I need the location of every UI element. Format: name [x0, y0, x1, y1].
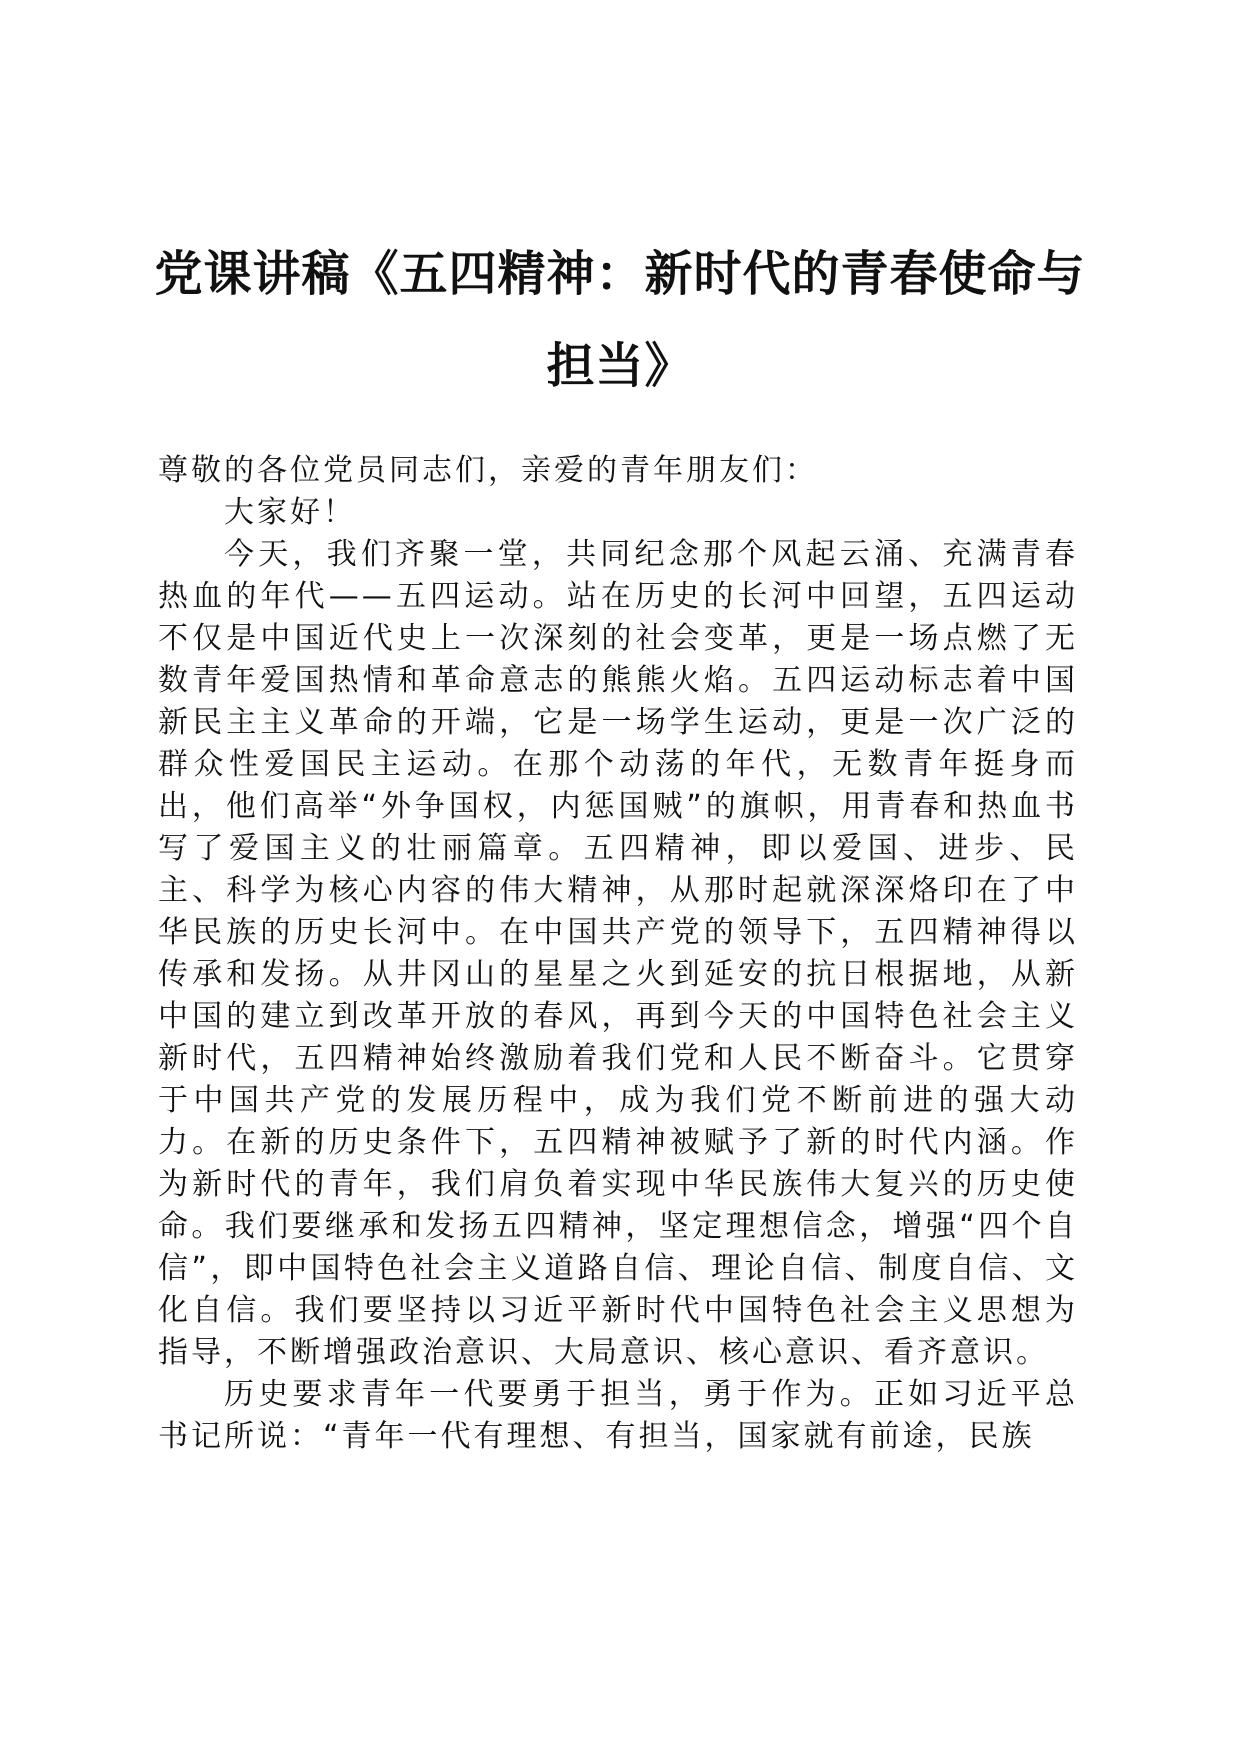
document-title: 党课讲稿《五四精神：新时代的青春使命与担当》 [154, 246, 1086, 394]
greeting: 大家好！ [224, 495, 356, 530]
body-paragraph: 今天，我们齐聚一堂，共同纪念那个风起云涌、充满青春热血的年代——五四运动。站在历史的长河中回望，五四运动不仅是中国近代史上一次深刻的社会变革，更是一场点燃了无数青年爱国热情和革命意志的熊熊火焰。五四运动标志着中国新民主主义革命的开端，它是一场学生运动，更是一次广泛的群众性爱国民主运动。在那个动荡的年代，无数青年挺身而出，他们高举“外争国权，内惩国贼”的旗帜，用青春和热血书写了爱国主义的壮丽篇章。五四精神，即以爱国、进步、民主、科学为核心内容的伟大精神，从那时起就深深烙印在了中华民族的历史长河中。在中国共产党的领导下，五四精神得以传承和发扬。从井冈山的星星之火到延安的抗日根据地，从新中国的建立到改革开放的春风，再到今天的中国特色社会主义新时代，五四精神始终激励着我们党和人民不断奋斗。它贯穿于中国共产党的发展历程中，成为我们党不断前进的强大动力。在新的历史条件下，五四精神被赋予了新的时代内涵。作为新时代的青年，我们肩负着实现中华民族伟大复兴的历史使命。我们要继承和发扬五四精神，坚定理想信念，增强“四个自信”，即中国特色社会主义道路自信、理论自信、制度自信、文化自信。我们要坚持以习近平新时代中国特色社会主义思想为指导，不断增强政治意识、大局意识、核心意识、看齐意识。 [158, 537, 1078, 1370]
document-body [158, 450, 1078, 1458]
salutation: 尊敬的各位党员同志们，亲爱的青年朋友们： [158, 453, 818, 488]
body-paragraph: 历史要求青年一代要勇于担当，勇于作为。正如习近平总书记所说：“青年一代有理想、有担当，国家就有前途，民族 [158, 1377, 1078, 1454]
